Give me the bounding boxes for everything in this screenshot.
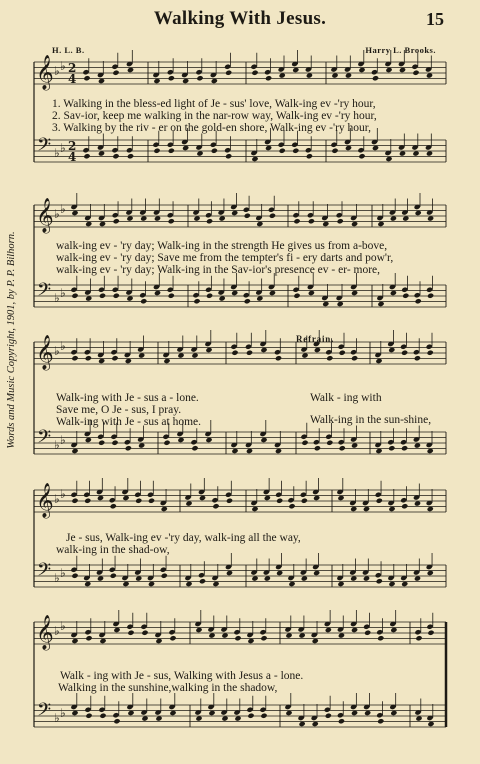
note-head-icon [339, 350, 346, 356]
refrain-line2-upper: Je - sus, Walk-ing ev -'ry day, walk-ing all the way, [66, 532, 301, 544]
flat-sign-icon: ♭ [54, 146, 60, 160]
note-head-icon [244, 213, 251, 219]
note-head-icon [111, 355, 118, 361]
note-head-icon [161, 573, 168, 579]
time-signature: 2 [68, 61, 77, 75]
note-head-icon [244, 298, 251, 304]
page-number: 15 [426, 9, 444, 29]
flat-sign-icon: ♭ [54, 344, 60, 358]
refrain-line1-upper: Walk - ing with [310, 392, 382, 404]
note-head-icon [377, 635, 384, 641]
note-head-icon [292, 148, 299, 154]
note-head-icon [301, 498, 308, 504]
note-head-icon [226, 498, 233, 504]
note-head-icon [111, 440, 118, 446]
flat-sign-icon: ♭ [54, 624, 60, 638]
note-head-icon [140, 298, 147, 304]
refrain-line3-lower: Walking in the sunshine,walking in the shadow, [58, 682, 278, 694]
note-head-icon [141, 630, 148, 636]
flat-sign-icon: ♭ [60, 433, 66, 447]
music-credit: Harry L. Brooks. [365, 45, 436, 55]
note-head-icon [163, 440, 170, 446]
note-head-icon [112, 153, 119, 159]
note-head-icon [169, 635, 176, 641]
note-head-icon [376, 498, 383, 504]
note-head-icon [275, 355, 282, 361]
note-head-icon [326, 440, 333, 446]
treble-clef-icon: 𝄞 [36, 55, 54, 90]
words-credit: H. L. B. [52, 45, 85, 55]
note-head-icon [364, 630, 371, 636]
note-head-icon [388, 445, 395, 451]
note-head-icon [377, 718, 384, 724]
flat-sign-icon: ♭ [60, 59, 66, 73]
refrain-line1-lower: Walk-ing in the sun-shine, [310, 414, 432, 426]
note-head-icon [401, 503, 408, 509]
note-head-icon [260, 635, 267, 641]
note-head-icon [225, 153, 232, 159]
note-head-icon [168, 148, 175, 154]
note-head-icon [83, 153, 90, 159]
note-head-icon [135, 498, 142, 504]
note-head-icon [402, 293, 409, 299]
verse1-line3: Walk-ing with Je - sus a - lone. [56, 392, 199, 404]
note-head-icon [206, 293, 213, 299]
note-head-icon [260, 713, 267, 719]
note-head-icon [301, 440, 308, 446]
copyright-notice: Words and Music Copyright, 1901, by P. P. Bilhorn. [6, 231, 17, 449]
note-head-icon [211, 148, 218, 154]
note-head-icon [265, 75, 272, 81]
note-head-icon [110, 503, 117, 509]
flat-sign-icon: ♭ [60, 487, 66, 501]
flat-sign-icon: ♭ [60, 706, 66, 720]
refrain-label: Refrain. [296, 334, 335, 344]
note-head-icon [110, 573, 117, 579]
note-head-icon [85, 355, 92, 361]
note-head-icon [199, 578, 206, 584]
note-head-icon [251, 70, 258, 76]
note-head-icon [401, 445, 408, 451]
bass-clef-icon: 𝄢 [37, 135, 52, 160]
note-head-icon [168, 218, 175, 224]
note-head-icon [351, 355, 358, 361]
note-head-icon [276, 498, 283, 504]
note-head-icon [247, 713, 254, 719]
note-head-icon [325, 713, 332, 719]
note-head-icon [293, 218, 300, 224]
time-signature: 4 [68, 72, 77, 86]
treble-clef-icon: 𝄞 [36, 335, 54, 370]
note-head-icon [206, 218, 213, 224]
note-head-icon [331, 148, 338, 154]
note-head-icon [112, 70, 119, 76]
note-head-icon [98, 440, 105, 446]
note-head-icon [308, 218, 315, 224]
bass-clef-icon: 𝄢 [37, 427, 52, 452]
note-head-icon [401, 350, 408, 356]
note-head-icon [148, 498, 155, 504]
note-head-icon [246, 350, 253, 356]
flat-sign-icon: ♭ [54, 438, 60, 452]
note-head-icon [83, 75, 90, 81]
bass-clef-icon: 𝄢 [37, 560, 52, 585]
note-head-icon [85, 635, 92, 641]
time-signature: 4 [68, 150, 77, 164]
note-head-icon [427, 350, 434, 356]
note-head-icon [153, 148, 160, 154]
verse1-line1: 1. Walking in the bless-ed light of Je - sus' love, Walk-ing ev -'ry hour, [52, 98, 376, 110]
note-head-icon [326, 355, 333, 361]
verse3-line2: walk-ing ev - 'ry day; Walk-ing in the Sav-ior's presence ev - er- more, [56, 264, 381, 276]
flat-sign-icon: ♭ [54, 64, 60, 78]
note-head-icon [279, 148, 286, 154]
note-head-icon [372, 75, 379, 81]
flat-sign-icon: ♭ [60, 286, 66, 300]
bass-clef-icon: 𝄢 [37, 700, 52, 725]
note-head-icon [99, 713, 106, 719]
note-head-icon [99, 293, 106, 299]
note-head-icon [127, 630, 134, 636]
note-head-icon [84, 498, 91, 504]
flat-sign-icon: ♭ [54, 711, 60, 725]
verse2-line1: 2. Sav-ior, keep me walking in the nar-row way, Walk-ing ev -'ry hour, [52, 110, 377, 122]
note-head-icon [113, 218, 120, 224]
note-head-icon [306, 153, 313, 159]
note-head-icon [168, 75, 175, 81]
note-head-icon [71, 498, 78, 504]
refrain-line2-lower: walk-ing in the shad-ow, [56, 544, 170, 556]
verse2-line3: Save me, O Je - sus, I pray. [56, 404, 182, 416]
note-head-icon [288, 503, 295, 509]
note-head-icon [412, 70, 419, 76]
flat-sign-icon: ♭ [60, 202, 66, 216]
note-head-icon [337, 218, 344, 224]
flat-sign-icon: ♭ [60, 566, 66, 580]
flat-sign-icon: ♭ [60, 141, 66, 155]
note-head-icon [358, 153, 365, 159]
note-head-icon [191, 445, 198, 451]
note-head-icon [168, 293, 175, 299]
flat-sign-icon: ♭ [54, 571, 60, 585]
flat-sign-icon: ♭ [54, 492, 60, 506]
note-head-icon [71, 573, 78, 579]
note-head-icon [113, 293, 120, 299]
note-head-icon [212, 503, 219, 509]
note-head-icon [234, 635, 241, 641]
note-head-icon [85, 713, 92, 719]
bass-clef-icon: 𝄢 [37, 280, 52, 305]
note-head-icon [293, 293, 300, 299]
verse3-line1: 3. Walking by the riv - er on the gold-en shore, Walk-ing ev -'ry hour, [52, 122, 372, 134]
verse1-line2: walk-ing ev - 'ry day; Walk-ing in the strength He gives us from a-bove, [56, 240, 388, 252]
flat-sign-icon: ♭ [54, 291, 60, 305]
flat-sign-icon: ♭ [60, 619, 66, 633]
note-head-icon [113, 718, 120, 724]
note-head-icon [427, 293, 434, 299]
note-head-icon [376, 578, 383, 584]
note-head-icon [338, 718, 345, 724]
treble-clef-icon: 𝄞 [36, 198, 54, 233]
note-head-icon [414, 355, 421, 361]
note-head-icon [415, 635, 422, 641]
treble-clef-icon: 𝄞 [36, 483, 54, 518]
note-head-icon [427, 630, 434, 636]
refrain-line3-upper: Walk - ing with Je - sus, Walking with Jesus a - lone. [60, 670, 304, 682]
note-head-icon [196, 75, 203, 81]
flat-sign-icon: ♭ [54, 207, 60, 221]
note-head-icon [71, 293, 78, 299]
note-head-icon [269, 213, 276, 219]
verse2-line2: walk-ing ev - 'ry day; Save me from the tempter's fi - ery darts and pow'r, [56, 252, 394, 264]
note-head-icon [193, 298, 200, 304]
time-signature: 2 [68, 139, 77, 153]
note-head-icon [314, 445, 321, 451]
note-head-icon [71, 355, 78, 361]
note-head-icon [415, 298, 422, 304]
note-head-icon [225, 70, 232, 76]
verse3-line3: Walk-ing with Je - sus at home. [56, 416, 202, 428]
hymn-title: Walking With Jesus. [153, 8, 327, 29]
flat-sign-icon: ♭ [60, 339, 66, 353]
note-head-icon [231, 350, 238, 356]
treble-clef-icon: 𝄞 [36, 615, 54, 650]
note-head-icon [127, 153, 134, 159]
note-head-icon [339, 445, 346, 451]
note-head-icon [125, 445, 132, 451]
